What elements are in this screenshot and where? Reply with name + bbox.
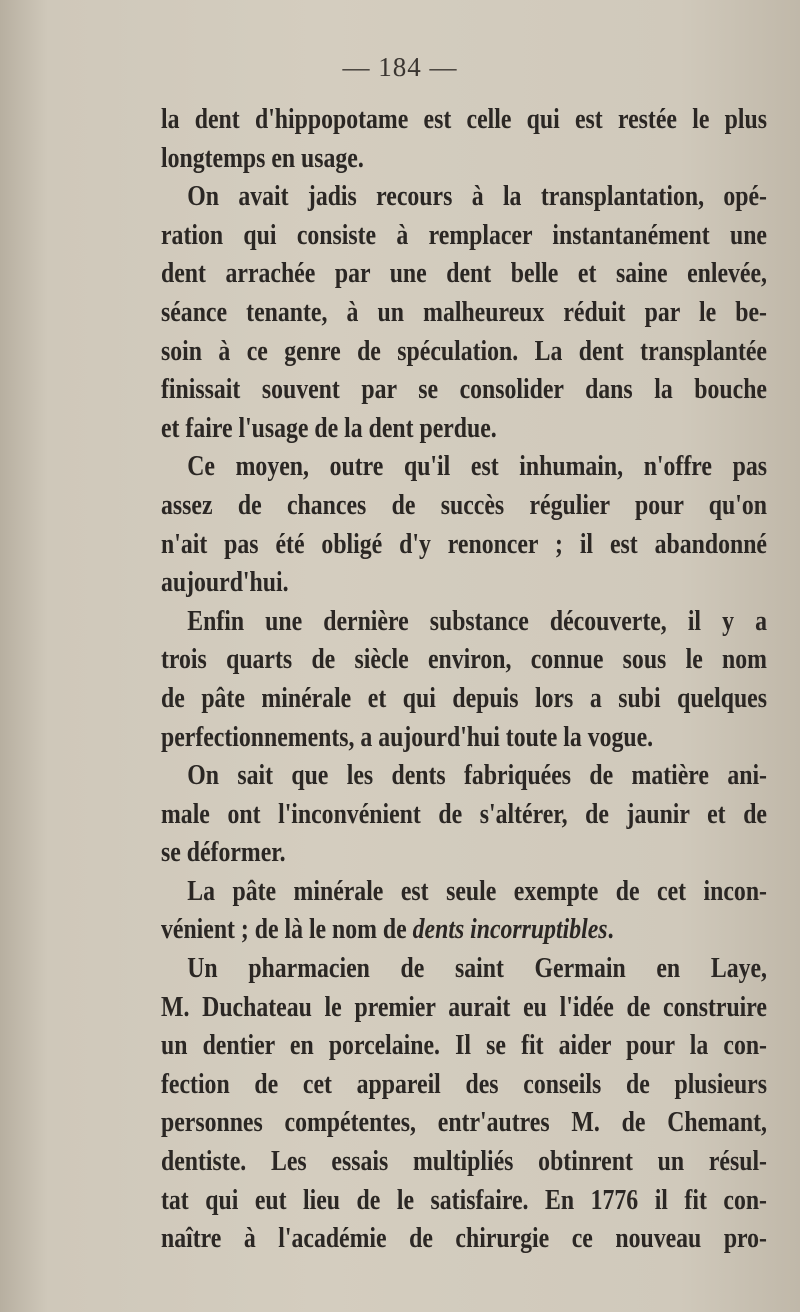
text-line: Enfin une dernière substance découverte, il y a bbox=[187, 604, 767, 637]
text-line: se déformer. bbox=[161, 836, 286, 869]
text-line: séance tenante, à un malheureux réduit par le be- bbox=[161, 295, 767, 328]
body-text bbox=[161, 100, 767, 1258]
text-line: tat qui eut lieu de le satisfaire. En 1776 il fit con- bbox=[161, 1183, 767, 1216]
text-line: aujourd'hui. bbox=[161, 566, 289, 599]
text-line: M. Duchateau le premier aurait eu l'idée de construire bbox=[161, 990, 767, 1023]
text-line: soin à ce genre de spéculation. La dent transplantée bbox=[161, 334, 767, 367]
text-line: ration qui consiste à remplacer instantanément une bbox=[161, 218, 767, 251]
text-line-part: . bbox=[607, 913, 614, 946]
text-line: On sait que les dents fabriquées de matière ani- bbox=[187, 759, 767, 792]
text-line: finissait souvent par se consolider dans la bouche bbox=[161, 373, 767, 406]
text-line: n'ait pas été obligé d'y renoncer ; il est abandonné bbox=[161, 527, 767, 560]
page-number: — 184 — bbox=[342, 52, 458, 82]
text-line: de pâte minérale et qui depuis lors a subi quelques bbox=[161, 681, 767, 714]
italic-phrase: dents incorruptibles bbox=[412, 913, 608, 946]
text-line: assez de chances de succès régulier pour qu'on bbox=[161, 488, 767, 521]
text-line: perfectionnements, a aujourd'hui toute la vogue. bbox=[161, 720, 654, 753]
text-line: naître à l'académie de chirurgie ce nouveau pro- bbox=[161, 1222, 767, 1255]
text-line: un dentier en porcelaine. Il se fit aider pour la con- bbox=[161, 1029, 767, 1062]
text-line: fection de cet appareil des conseils de plusieurs bbox=[161, 1067, 767, 1100]
text-line: dent arrachée par une dent belle et saine enlevée, bbox=[161, 257, 767, 290]
text-line: personnes compétentes, entr'autres M. de Chemant, bbox=[161, 1106, 767, 1139]
text-line: La pâte minérale est seule exempte de cet incon- bbox=[187, 874, 767, 907]
text-line: trois quarts de siècle environ, connue sous le nom bbox=[161, 643, 767, 676]
text-line bbox=[161, 910, 767, 949]
text-line: longtemps en usage. bbox=[161, 141, 364, 174]
text-line: Un pharmacien de saint Germain en Laye, bbox=[187, 952, 767, 985]
text-line: Ce moyen, outre qu'il est inhumain, n'offre pas bbox=[187, 450, 767, 483]
text-line: male ont l'inconvénient de s'altérer, de jaunir et de bbox=[161, 797, 767, 830]
text-line: On avait jadis recours à la transplantation, opé- bbox=[187, 180, 767, 213]
text-line-part: vénient ; de là le nom de bbox=[161, 913, 413, 946]
text-line: et faire l'usage de la dent perdue. bbox=[161, 411, 497, 444]
text-line: dentiste. Les essais multipliés obtinrent un résul- bbox=[161, 1145, 767, 1178]
text-line: la dent d'hippopotame est celle qui est restée le plus bbox=[161, 103, 767, 135]
